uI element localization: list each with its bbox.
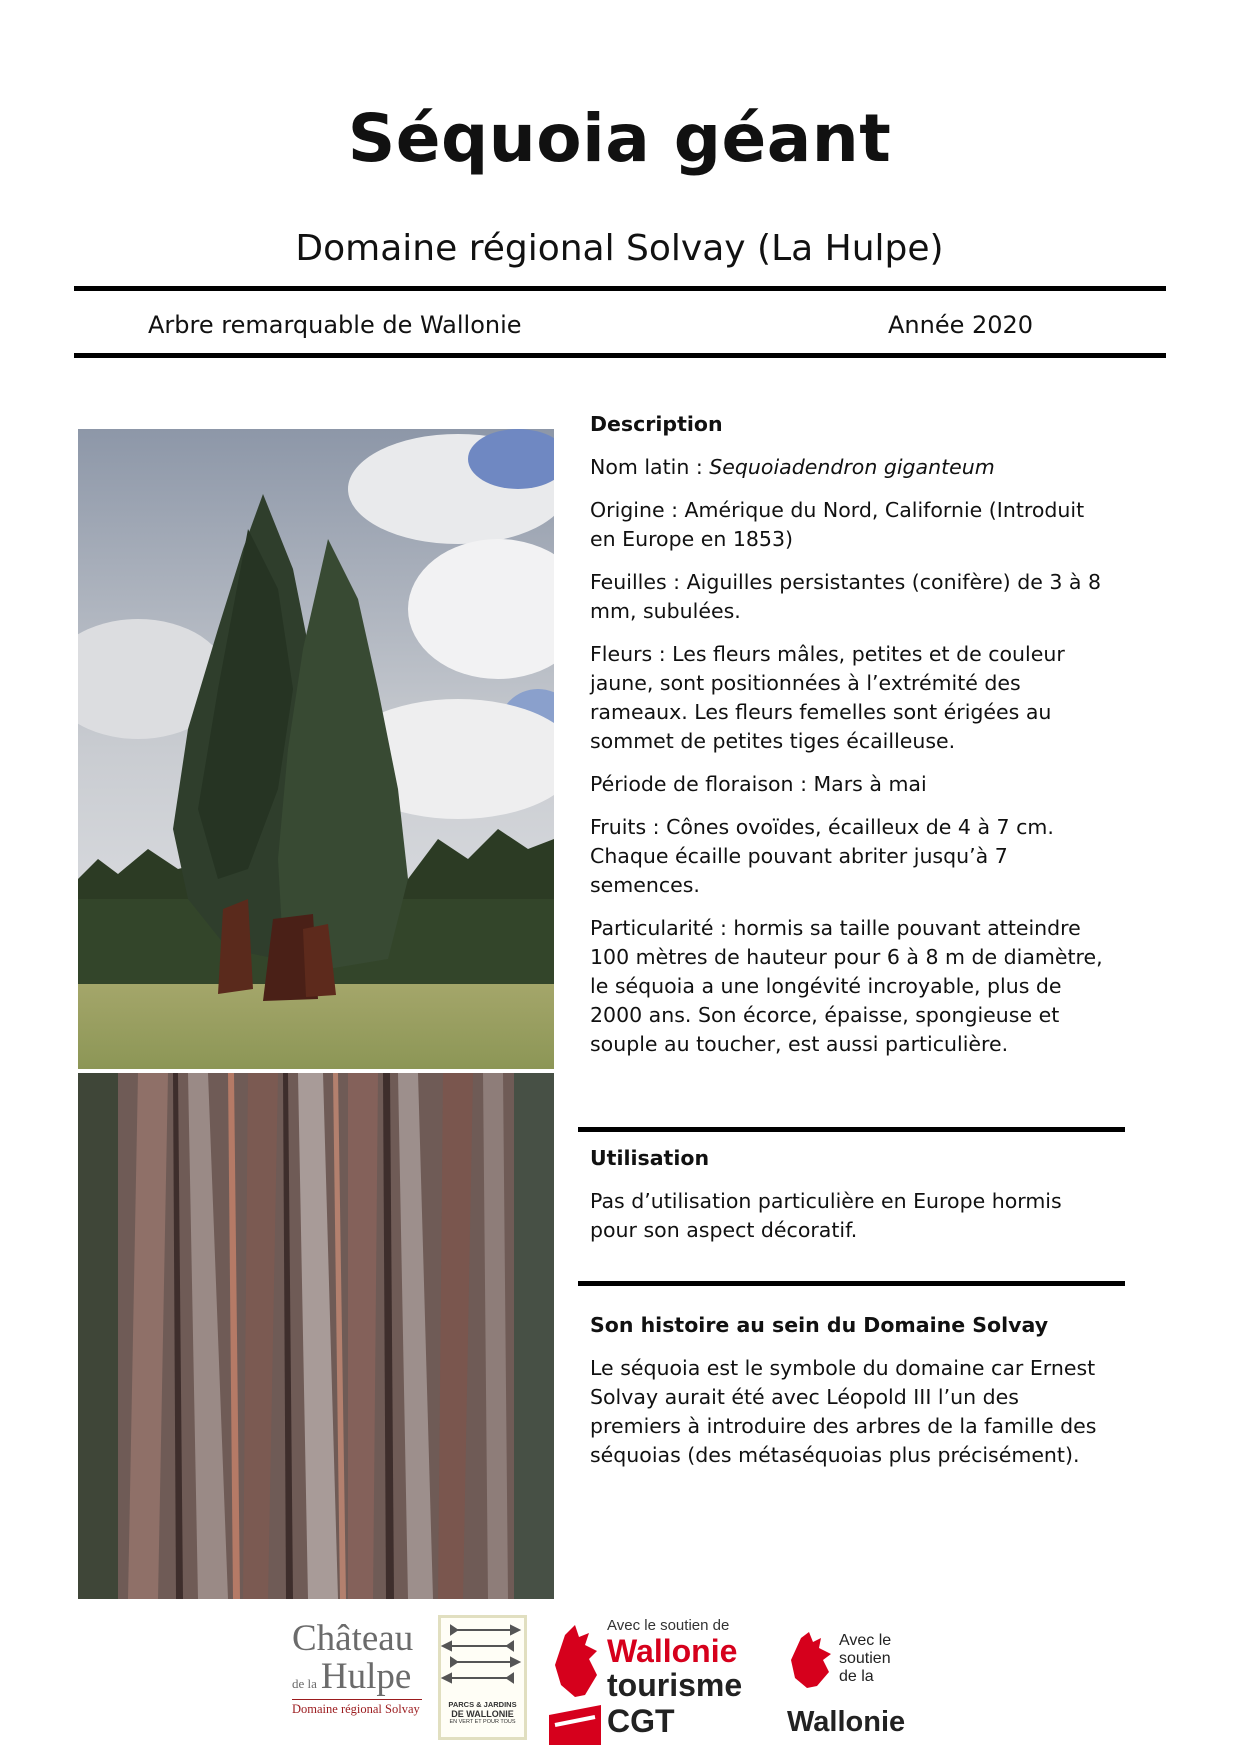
tourisme-brand-wallonie: Wallonie [607,1633,738,1669]
header-bottom-rule [74,353,1166,358]
wallonie-support-line2: soutien [839,1650,891,1667]
chateau-logo-line3: Hulpe [320,1656,412,1697]
usage-section [590,1144,1110,1259]
wallonie-support-brand: Wallonie [787,1706,906,1738]
chateau-logo-line1: Château [292,1618,414,1659]
history-rule [578,1281,1125,1286]
history-section [590,1311,1110,1484]
tree-photo [78,429,554,1069]
page-title: Séquoia géant [347,100,892,177]
origin-text: Origine : Amérique du Nord, Californie (Introduit en Europe en 1853) [590,498,1085,551]
leaves-text: Feuilles : Aiguilles persistantes (conifère) de 3 à 8 mm, subulées. [590,570,1102,623]
label-remarkable-tree: Arbre remarquable de Wallonie [148,311,522,339]
label-year: Année 2020 [888,311,1034,339]
tourisme-brand-cgt: CGT [607,1703,675,1739]
latin-name-prefix: Nom latin : [590,455,710,479]
bark-photo [78,1073,554,1599]
history-heading: Son histoire au sein du Domaine Solvay [590,1313,1049,1337]
tourisme-support-text: Avec le soutien de [607,1617,730,1634]
usage-text: Pas d’utilisation particulière en Europe hormis pour son aspect décoratif. [590,1189,1062,1242]
arrows-icon [441,1618,524,1696]
wallonie-tourisme-logo [545,1617,745,1742]
wallonie-support-line3: de la [839,1668,874,1685]
page-subtitle: Domaine régional Solvay (La Hulpe) [295,228,944,269]
usage-rule [578,1127,1125,1132]
header-top-rule [74,286,1166,291]
fruits-text: Fruits : Cônes ovoïdes, écailleux de 4 à 7 cm. Chaque écaille pouvant abriter jusqu’à 7 semences. [590,815,1054,897]
wallonie-rooster-icon [787,1632,837,1692]
parcs-jardins-logo [438,1615,527,1740]
tourisme-brand-tourisme: tourisme [607,1667,743,1703]
chateau-logo-line2: de la [292,1676,317,1691]
latin-name: Sequoiadendron giganteum [709,455,995,479]
wallonie-support-logo [787,1632,927,1740]
latin-name-line [590,453,1110,482]
chateau-hulpe-logo [292,1620,422,1730]
chateau-logo-tagline: Domaine régional Solvay [292,1699,422,1717]
rooster-icon [545,1625,605,1745]
description-section [590,410,1110,1073]
flowers-text: Fleurs : Les fleurs mâles, petites et de couleur jaune, sont positionnées à l’extrémité des rameaux. Les fleurs femelles sont érigées au sommet de petites tiges écailleuse. [590,642,1065,753]
wallonie-support-line1: Avec le [839,1632,892,1649]
description-heading: Description [590,412,723,436]
history-text: Le séquoia est le symbole du domaine car Ernest Solvay aurait été avec Léopold III l’un des premiers à introduire des arbres de la famille des séquoias (des métaséquoias plus précisément). [590,1356,1097,1467]
parcs-logo-line3: EN VERT ET POUR TOUS [449,1719,516,1725]
parcs-logo-line2: DE WALLONIE [451,1709,514,1719]
parcs-logo-line1: PARCS & JARDINS [448,1700,517,1709]
usage-heading: Utilisation [590,1146,710,1170]
flowering-period-text: Période de floraison : Mars à mai [590,772,927,796]
particularity-text: Particularité : hormis sa taille pouvant atteindre 100 mètres de hauteur pour 6 à 8 m de diamètre, le séquoia a une longévité incroyable, plus de 2000 ans. Son écorce, épaisse, spongieuse et souple au toucher, est aussi particulière. [590,916,1103,1056]
